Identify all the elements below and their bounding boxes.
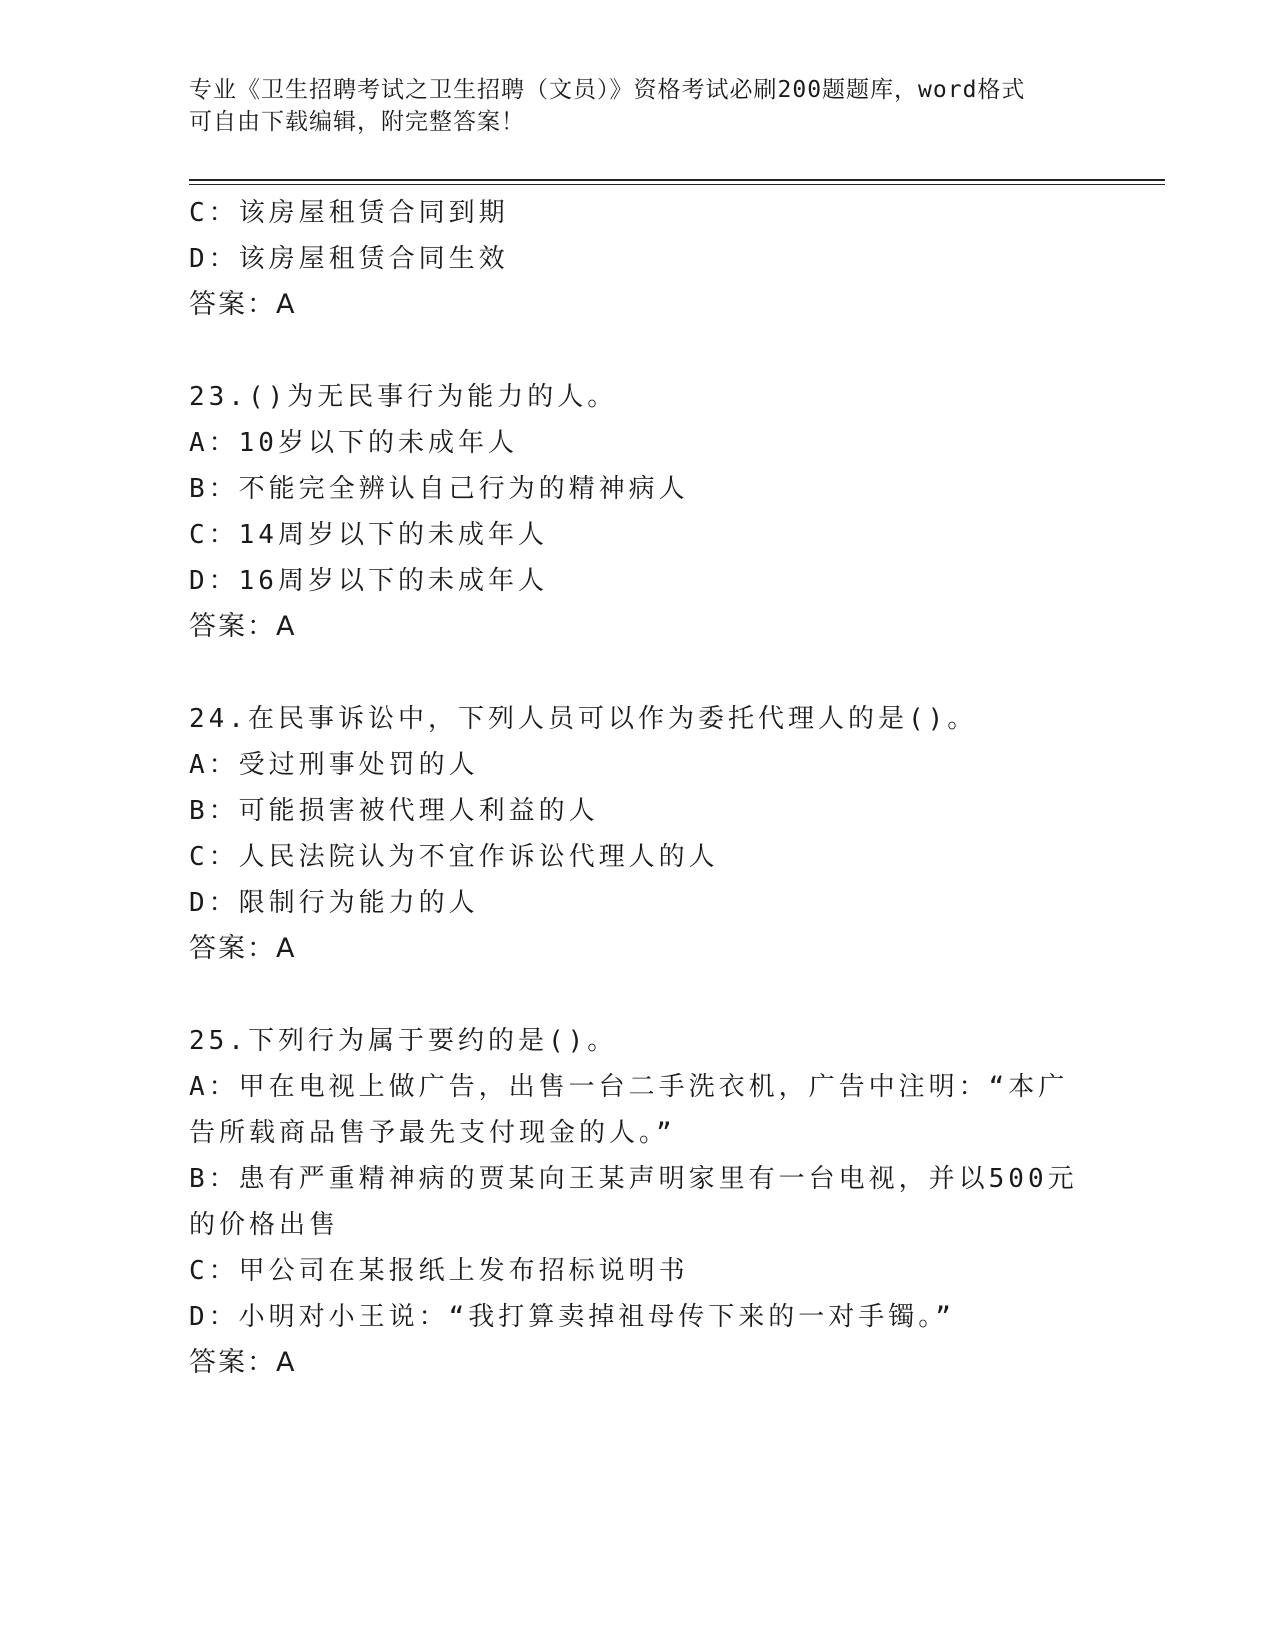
option-d: D：小明对小王说：“我打算卖掉祖母传下来的一对手镯。”: [189, 1302, 955, 1332]
answer: 答案：A: [189, 933, 297, 964]
answer: 答案：A: [189, 611, 297, 642]
option-a: A：甲在电视上做广告，出售一台二手洗衣机，广告中注明：“本广告所载商品售予最先支付现金的人。”: [189, 1072, 1069, 1148]
option-c: C：该房屋租赁合同到期: [189, 198, 509, 228]
spacer: [189, 328, 1089, 374]
answer: 答案：A: [189, 1347, 297, 1378]
option-b: B：可能损害被代理人利益的人: [189, 796, 599, 826]
option-c: C：甲公司在某报纸上发布招标说明书: [189, 1256, 689, 1286]
header-rule-thick: [189, 179, 1165, 181]
option-d: D：限制行为能力的人: [189, 888, 479, 918]
spacer: [189, 650, 1089, 696]
question-stem: 25.下列行为属于要约的是()。: [189, 1026, 618, 1056]
question-stem: 24.在民事诉讼中，下列人员可以作为委托代理人的是()。: [189, 704, 978, 734]
spacer: [189, 972, 1089, 1018]
document-header: [189, 74, 1089, 138]
header-line-1: 专业《卫生招聘考试之卫生招聘（文员）》资格考试必刷200题题库，word格式: [189, 77, 1026, 103]
question-content: [189, 190, 1089, 1386]
answer: 答案：A: [189, 289, 297, 320]
header-rule-thin: [189, 184, 1165, 185]
option-b: B：不能完全辨认自己行为的精神病人: [189, 474, 689, 504]
option-d: D：16周岁以下的未成年人: [189, 566, 548, 596]
option-a: A：受过刑事处罚的人: [189, 750, 479, 780]
header-line-2: 可自由下载编辑，附完整答案！: [189, 109, 525, 135]
option-c: C：人民法院认为不宜作诉讼代理人的人: [189, 842, 719, 872]
option-b: B：患有严重精神病的贾某向王某声明家里有一台电视，并以500元的价格出售: [189, 1164, 1078, 1240]
question-stem: 23.()为无民事行为能力的人。: [189, 382, 618, 412]
option-d: D：该房屋租赁合同生效: [189, 244, 509, 274]
option-a: A：10岁以下的未成年人: [189, 428, 518, 458]
option-c: C：14周岁以下的未成年人: [189, 520, 548, 550]
